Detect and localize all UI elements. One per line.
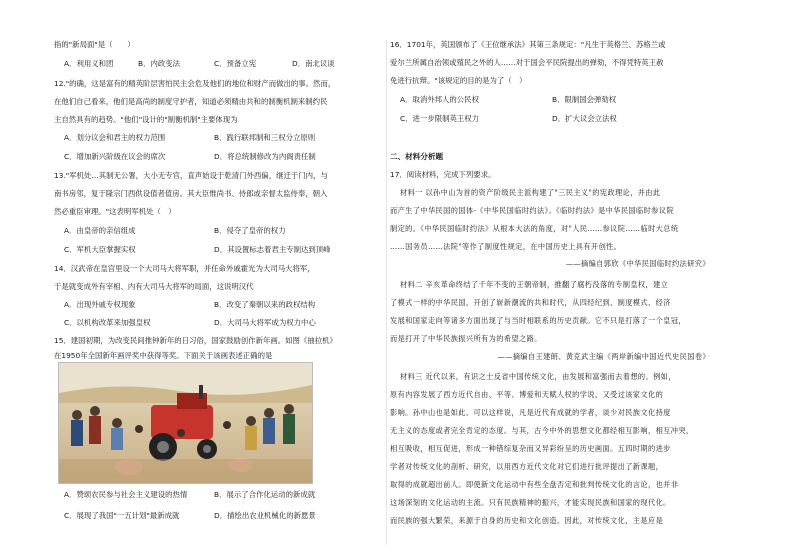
- q12-option-b[interactable]: B．践行联邦制和三权分立原则: [214, 133, 316, 142]
- q11-tail: 指的"新局面"是（ ）: [54, 40, 135, 49]
- q16-option-c[interactable]: C．进一步限制英王权力: [400, 114, 480, 123]
- q17-prompt: 17．阅读材料，完成下列要求。: [390, 170, 496, 179]
- m3-line-9: 而民族的强大繁荣，来源于自身的历史和文化创造。因此，对传统文化，主是应是: [390, 516, 664, 525]
- q13-line-2: 南书房邻，复于隆宗门西供设值者值房。其大臣惟尚书、侍郎或亲督太监侍奉，朝入: [54, 189, 328, 198]
- q16-line-1: 16．1701年，英国颁布了《王位继承法》其第三条规定："凡生于英格兰、苏格兰或: [390, 40, 666, 49]
- q12-line-2: 在他们自己看来，他们是高尚的制度守护者，知道必须精由共和的制衡机制来制约民: [54, 97, 328, 106]
- q16-option-d[interactable]: D．扩大议会立法权: [552, 114, 617, 123]
- q14-option-a[interactable]: A．出现外戚专权现象: [64, 300, 136, 309]
- q14-option-d[interactable]: D．大司马大将军成为权力中心: [214, 318, 316, 327]
- m2-line-4: 而是打开了中华民族振兴所有为的希望之路。: [390, 334, 542, 343]
- q13-option-d[interactable]: D．其设置标志着君主专制达到顶峰: [214, 245, 331, 254]
- tractor-painting-image: [58, 362, 313, 484]
- q11-option-b[interactable]: B．内政变法: [138, 59, 181, 68]
- q15-line-2: 在1950年全国新年画评奖中获得等奖。下面关于该画表述正确的是: [54, 351, 273, 360]
- q14-option-c[interactable]: C．以机构改革来加强皇权: [64, 318, 151, 327]
- q16-option-b[interactable]: B．限制国会弹劾权: [552, 95, 617, 104]
- q15-option-c[interactable]: C．展现了我国"一五计划"最新成就: [64, 511, 180, 520]
- m1-line-4: ……国务员……法院"等作了制度性规定，在中国历史上具有开创性。: [390, 242, 622, 251]
- q14-option-b[interactable]: B．改变了秦朝以来的政权结构: [214, 300, 316, 309]
- q12-option-a[interactable]: A．划分议会和君主的权力范围: [64, 133, 166, 142]
- section-title-material-analysis: 二、材料分析题: [390, 152, 444, 161]
- m2-line-2: 了模式一样的中华民国，开创了崭新潮流的共和时代，从四经纪到、制度模式、经济: [390, 298, 671, 307]
- q14-line-2: 于是就变成外有宰相、内有大司马大将军的局面，这说明汉代: [54, 282, 254, 291]
- m3-line-7: 取得的成就超出前人。即使新文化运动中有些全盘否定和批判传统文化的言论，也并非: [390, 480, 679, 489]
- m2-source: ——摘编自王建朗、黄克武主编《两岸新编中国近代史民国卷》: [497, 352, 710, 361]
- m3-line-4: 无主义的态度或者完全肯定的态度。与其，古今中外的思想文化都经相互影响，相互冲突，: [390, 426, 694, 435]
- q15-option-d[interactable]: D．描绘出农业机械化的新愿景: [214, 511, 316, 520]
- q11-option-c[interactable]: C．预备立宪: [214, 59, 257, 68]
- q15-option-b[interactable]: B．展示了合作化运动的新成就: [214, 490, 316, 499]
- q15-option-a[interactable]: A．赞颂农民参与社会主义建设的热情: [64, 490, 188, 499]
- q11-option-a[interactable]: A．利用义和团: [64, 59, 114, 68]
- q11-option-d[interactable]: D．南北议谈: [292, 59, 335, 68]
- m1-line-2: 而产生了中华民国的国体-《中华民国临时约法》。《临时约法》是中华民国临时参议院: [390, 206, 674, 215]
- m3-line-1: 材料三 近代以来，有识之士反省中国传统文化，由发展和富强而去着想的。例如，: [400, 372, 676, 381]
- q12-option-c[interactable]: C．增加新兴阶级在议会的席次: [64, 152, 166, 161]
- m3-line-5: 相互吸收，相互促进，形成一种错综复杂而又异彩纷呈的历史画面。五四时期的进步: [390, 444, 671, 453]
- q13-line-1: 13."军机处…其制无公署，大小无专官，直声始设于乾清门外西偏，继迁于门内，与: [54, 171, 328, 180]
- m3-line-6: 学者对传统文化的剖析、研究，以用西方近代文化对它们进行批评提出了新课题，: [390, 462, 664, 471]
- q13-option-b[interactable]: B．侵夺了皇帝的权力: [214, 226, 286, 235]
- m1-line-3: 制定的。《中华民国临时约法》从根本大法的角度，对"人民……参议院……临时大总统: [390, 224, 679, 233]
- m1-source: ——摘编自郭欣《中华民国临时约法研究》: [565, 259, 710, 268]
- m1-line-1: 材料一 以孙中山为首的资产阶级民主派构建了"三民主义"的宪政理论，并由此: [400, 188, 661, 197]
- q12-line-3: 主自然具有的趋势。"他们"设计的"制衡机制"主要体现为: [54, 115, 238, 124]
- q16-option-a[interactable]: A．取消外邦人的公民权: [400, 95, 479, 104]
- q15-line-1: 15．建国初期，为改变民间推钟新年的日习俗，国家鼓励创作新年画。如图《抽拉机》: [54, 336, 337, 345]
- q14-line-1: 14．汉武帝在皇宫里设一个大司马大将军职，并任命外戚霍光为大司马大将军，: [54, 264, 315, 273]
- q16-line-2: 爱尔兰所属自治领或殖民之外的人……对于国会平民院提出的弹劾，不得凭特英王赦: [390, 58, 664, 67]
- tractor-painting-svg: [59, 363, 312, 483]
- q12-option-d[interactable]: D．将总统制修改为内阁责任制: [214, 152, 316, 161]
- m2-line-3: 发展和国家走向等诸多方面出现了与当时相联系的历史贡献。它不只是打落了一个皇冠，: [390, 316, 686, 325]
- column-divider: [386, 40, 387, 545]
- q13-option-c[interactable]: C．军机大臣掌握实权: [64, 245, 136, 254]
- m3-line-2: 原有内容发展了西方近代自由、平等、博爱和天赋人权的学说，又受过该家文化的: [390, 390, 664, 399]
- m3-line-3: 影响。孙中山也是如此。可以这样说，凡是近代有成就的学者，谈少对民族文化持度: [390, 408, 671, 417]
- m3-line-8: 这场深刻的文化运动的主流。只有民族精神的振兴，才能实现民族和国家的现代化。: [390, 498, 671, 507]
- q12-line-1: 12."的确，这是富有的精英阶层害怕民主会危及他们的地位和财产而做出的事。然而，: [54, 79, 336, 88]
- m2-line-1: 材料二 辛亥革命终结了千年不变的王朝帝制，推翻了腐朽没落的专制皇权，建立: [400, 280, 669, 289]
- q13-line-3: 然必重臣审理。"这表明军机处（ ）: [54, 207, 176, 216]
- q13-option-a[interactable]: A．由皇帝的亲信组成: [64, 226, 136, 235]
- q16-line-3: 免进行抗辩。"该规定的目的是为了（ ）: [390, 76, 527, 85]
